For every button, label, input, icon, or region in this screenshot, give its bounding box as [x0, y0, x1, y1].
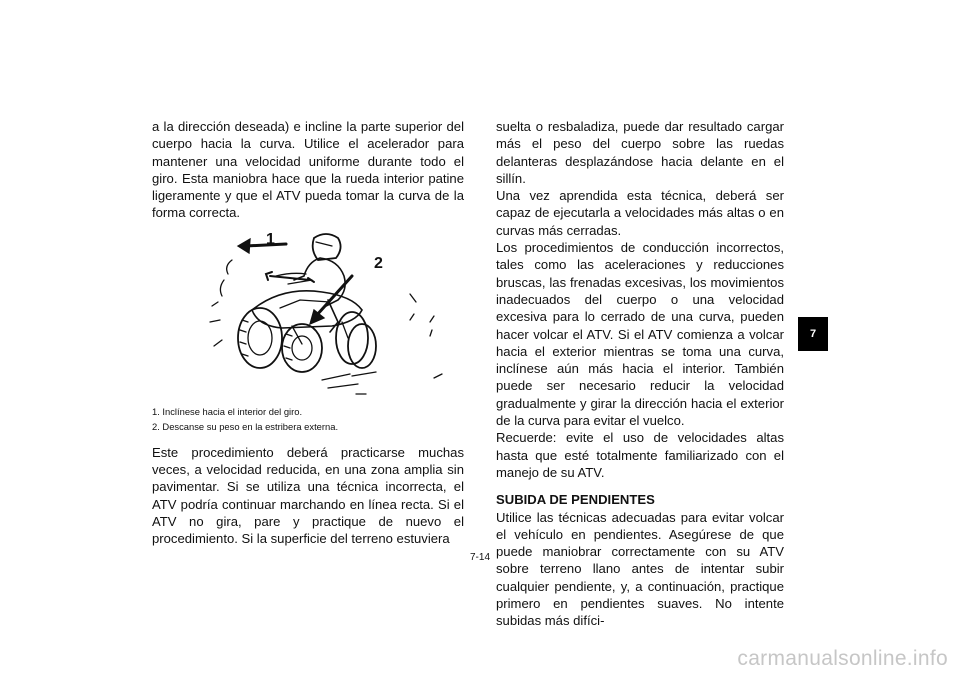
body-paragraph: Los procedimientos de conducción incorrectos, tales como las aceleraciones y reducciones bruscas, las frenadas excesivas, los movimientos inadecuados del cuerpo o una velocidad excesiva para lo cerrado de una curva, pueden hacer volcar el ATV. Si el ATV comienza a volcar hacia el exterior mientras se toma una curva, inclínese aún más hacia el interior. También puede ser necesario reducir la velocidad gradualmente y girar la dirección hacia el exterior de la curva para evitar el vuelco. — [496, 240, 784, 429]
atv-rider-drawing — [152, 230, 464, 400]
atv-turning-illustration — [152, 230, 464, 400]
caption-2: 2. Descanse su peso en la estribera externa. — [152, 420, 339, 432]
body-paragraph: a la dirección deseada) e incline la parte superior del cuerpo hacia la curva. Utilice el acelerador para mantener una velocidad uniforme durante todo el giro. Esta maniobra hace que la rueda interior patine ligeramente y que el ATV pueda tomar la curva de la forma correcta. — [152, 119, 464, 221]
body-paragraph: Utilice las técnicas adecuadas para evitar volcar el vehículo en pendientes. Asegúrese de que puede maniobrar correctamente con su ATV sobre terreno llano antes de intentar subir cualquier pendiente, y, a continuación, practique primero en pendientes suaves. No intente subidas más difíci- — [496, 509, 784, 629]
body-paragraph: Una vez aprendida esta técnica, deberá ser capaz de ejecutarla a velocidades más altas o en curvas más cerradas. — [496, 188, 784, 238]
section-heading: SUBIDA DE PENDIENTES — [496, 492, 655, 508]
body-paragraph: suelta o resbaladiza, puede dar resultado cargar más el peso del cuerpo sobre las ruedas delanteras desplazándose hacia delante en el sillín. — [496, 119, 784, 186]
chapter-tab: 7 — [798, 317, 828, 351]
body-paragraph: Recuerde: evite el uso de velocidades altas hasta que esté totalmente familiarizado con el manejo de su ATV. — [496, 430, 784, 480]
callout-2-label: 2 — [374, 254, 383, 272]
watermark: carmanualsonline.info — [737, 647, 948, 670]
page-number: 7-14 — [469, 552, 490, 563]
callout-1-label: 1 — [266, 230, 275, 248]
figure-captions — [152, 404, 464, 434]
left-column — [152, 118, 464, 548]
body-paragraph: Este procedimiento deberá practicarse muchas veces, a velocidad reducida, en una zona amplia sin pavimentar. Si se utiliza una técnica incorrecta, el ATV podría continuar marchando en línea recta. Si el ATV no gira, pare y practique de nuevo el procedimiento. Si la superficie del terreno estuviera — [152, 444, 464, 547]
caption-1: 1. Inclínese hacia el interior del giro. — [152, 405, 303, 417]
